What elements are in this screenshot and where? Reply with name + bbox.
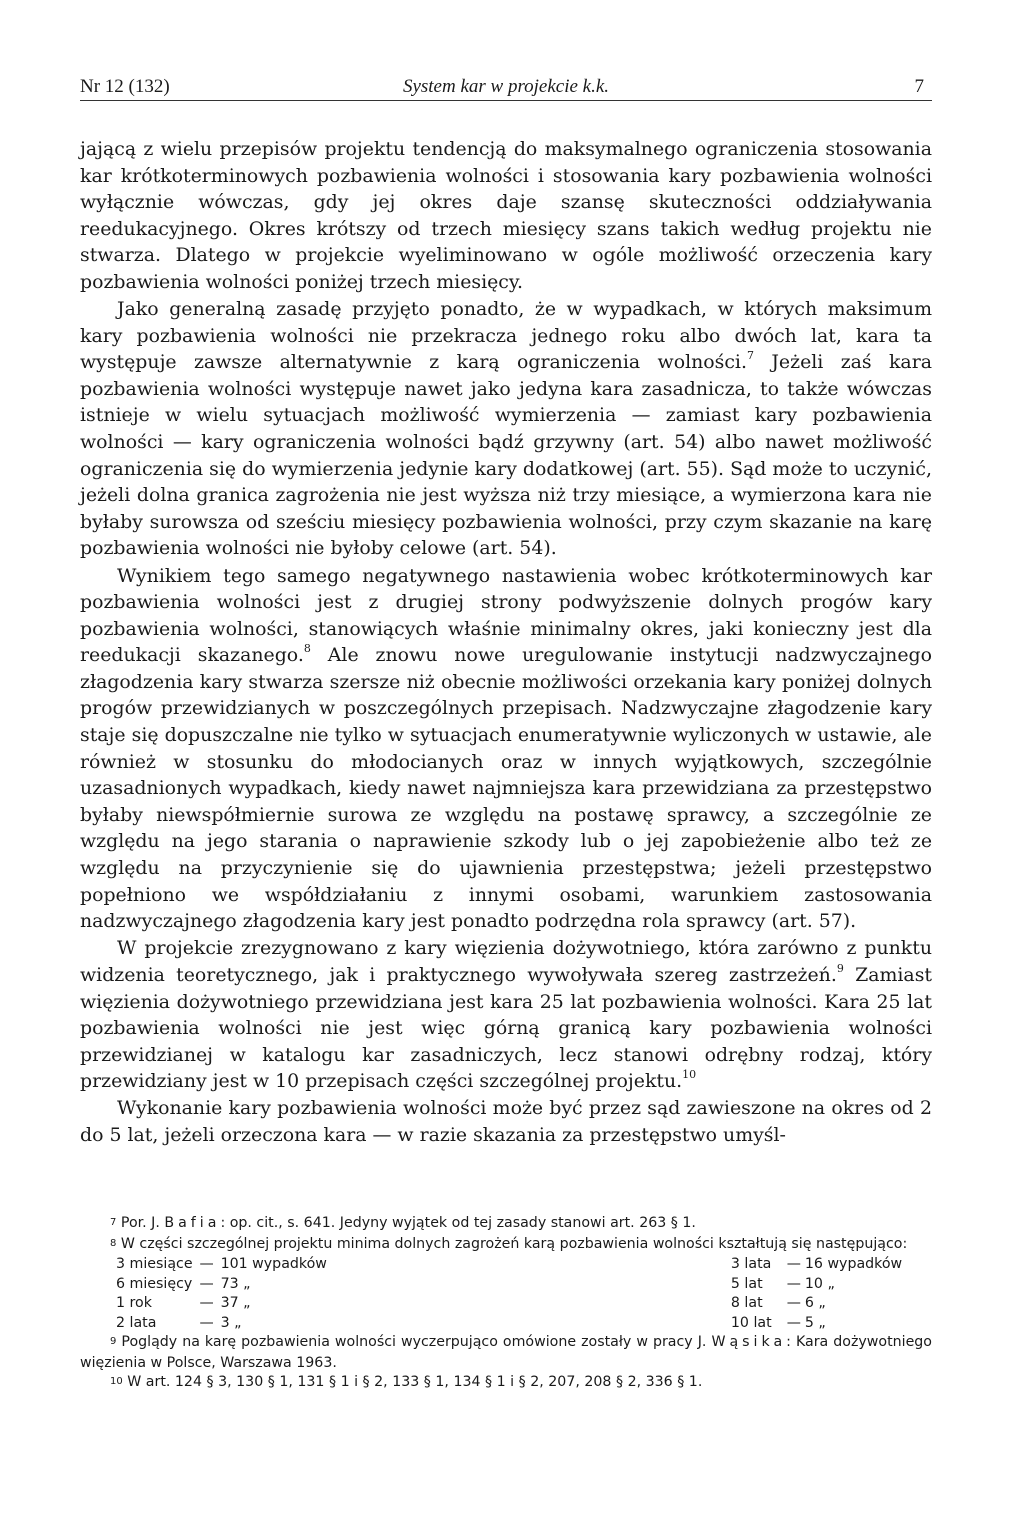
paragraph-4-text-b: Zamiast więzienia dożywotniego przewidziana jest kara 25 lat pozbawienia wolności. Kara 25 lat pozbawienia wolności nie jest więc górną granicą kary pozbawienia wolności przewidzianej w katalogu kar zasadniczych, lecz stanowi odrębny rodzaj, który przewidziany jest w 10 przepisach części szczególnej projektu. <box>80 963 932 1093</box>
footnote-10-text: W art. 124 § 3, 130 § 1, 131 § 1 i § 2, 133 § 1, 134 § 1 i § 2, 207, 208 § 2, 336 § 1. <box>127 1374 703 1390</box>
table-cell: — <box>199 1295 214 1311</box>
footnote-ref-10[interactable]: 10 <box>682 1067 697 1081</box>
table-cell: 10 lat <box>730 1314 772 1331</box>
table-cell: — <box>786 1314 801 1331</box>
table-cell <box>327 1314 731 1334</box>
footnote-9-number: 9 <box>110 1336 117 1347</box>
paragraph-3 <box>80 563 932 935</box>
footnote-10 <box>80 1373 932 1394</box>
footnote-7 <box>80 1214 932 1235</box>
table-row <box>116 1255 925 1275</box>
footnote-ref-9[interactable]: 9 <box>836 961 844 975</box>
footnote-7-author: Bafia <box>164 1215 221 1231</box>
footnote-10-number: 10 <box>110 1376 123 1387</box>
table-cell: 16 wypadków <box>804 1256 903 1272</box>
table-cell <box>327 1255 731 1275</box>
table-cell: — <box>199 1256 214 1272</box>
paragraph-4 <box>80 935 932 1095</box>
footnote-7-number: 7 <box>110 1217 117 1228</box>
paragraph-1 <box>80 136 932 296</box>
footnote-ref-8[interactable]: 8 <box>303 641 311 655</box>
paragraph-1-text: jającą z wielu przepisów projektu tendencją do maksymalnego ograniczenia stosowania kar krótkoterminowych pozbawienia wolności i stosowania kary pozbawienia wolności wyłącznie wówczas, gdy jej okres daje szansę skuteczności oddziaływania reedukacyjnego. Okres krótszy od trzech miesięcy szans takich według projektu nie stwarza. Dlatego w projekcie wyeliminowano w ogóle możliwość orzeczenia kary pozbawienia wolności poniżej trzech miesięcy. <box>80 138 932 293</box>
paragraph-5-text: Wykonanie kary pozbawienia wolności może być przez sąd zawieszone na okres od 2 do 5 lat, jeżeli orzeczona kara — w razie skazania za przestępstwo umyśl- <box>80 1097 932 1146</box>
table-cell: 6 miesięcy <box>116 1275 193 1292</box>
footnote-ref-7[interactable]: 7 <box>746 348 754 362</box>
table-cell: — <box>786 1256 801 1272</box>
table-row <box>116 1275 925 1295</box>
footnote-9-author: Wąsika <box>711 1334 787 1350</box>
paragraph-5 <box>80 1095 932 1148</box>
running-title: System kar w projekcie k.k. <box>402 76 610 97</box>
paragraph-3-text-b: Ale znowu nowe uregulowanie instytucji nadzwyczajnego złagodzenia kary stwarza szersze niż obecnie możliwości orzekania kary poniżej dolnych progów przewidzianych w poszczególnych przepisach. Nadzwyczajne złagodzenie kary staje się dopuszczalne nie tylko w sytuacjach enumeratywnie wyliczonych w ustawie, ale również w stosunku do młodocianych oraz w innych wyjątkowych, szczególnie uzasadnionych wypadkach, kiedy nawet najmniejsza kara przewidziana za przestępstwo byłaby niewspółmiernie surowa ze względu na postawę sprawcy, a szczególnie ze względu na jego starania o naprawienie szkody lub o jej zapobieżenie albo też ze względu na przyczynienie się do ujawnienia przestępstwa; jeżeli przestępstwo popełniono we współdziałaniu z innymi osobami, warunkiem zastosowania nadzwyczajnego złagodzenia kary jest ponadto podrzędna rola sprawcy (art. 57). <box>80 644 932 933</box>
main-text <box>80 136 932 1149</box>
footnotes <box>80 1214 932 1394</box>
table-cell: 2 lata <box>116 1314 157 1331</box>
table-cell: 101 wypadków <box>220 1256 327 1272</box>
footnote-8-number: 8 <box>110 1237 117 1249</box>
footnote-9 <box>80 1333 932 1373</box>
page-number: 7 <box>914 76 924 97</box>
table-row <box>116 1314 925 1334</box>
table-cell: — <box>786 1275 801 1292</box>
table-cell: 5 „ <box>804 1314 826 1331</box>
table-cell: 37 „ <box>220 1295 251 1311</box>
paragraph-2 <box>80 296 932 562</box>
table-cell: 3 lata <box>730 1256 772 1272</box>
footnote-9-text-a: Poglądy na karę pozbawienia wolności wyczerpująco omówione zostały w pracy J. <box>121 1334 712 1350</box>
table-cell: 5 lat <box>730 1275 763 1292</box>
table-cell <box>327 1275 731 1295</box>
minima-table <box>116 1255 925 1333</box>
table-row <box>116 1294 925 1314</box>
table-cell: — <box>199 1275 214 1292</box>
footnote-9-text-b: : Kara dożywotniego więzienia w Polsce, Warszawa 1963. <box>80 1334 932 1371</box>
paragraph-3-text-a: Wynikiem tego samego negatywnego nastawienia wobec krótkoterminowych kar pozbawienia wolności jest z drugiej strony podwyższenie dolnych progów kary pozbawienia wolności, stanowiących właśnie minimalny okres, jaki konieczny jest dla reedukacji skazanego. <box>80 564 932 667</box>
table-cell: — <box>199 1314 214 1331</box>
table-cell: 3 „ <box>220 1314 242 1331</box>
table-cell: 8 lat <box>730 1295 763 1311</box>
running-header <box>80 72 932 101</box>
table-cell: 3 miesiące <box>116 1256 193 1272</box>
paragraph-2-text-a: Jako generalną zasadę przyjęto ponadto, że w wypadkach, w których maksimum kary pozbawienia wolności nie przekracza jednego roku albo dwóch lat, kara ta występuje zawsze alternatywnie z karą ograniczenia wolności. <box>80 298 932 374</box>
paragraph-2-text-b: Jeżeli zaś kara pozbawienia wolności występuje nawet jako jedyna kara zasadnicza, to także wówczas istnieje w wielu sytuacjach możliwość wymierzenia — zamiast kary pozbawienia wolności — kary ograniczenia wolności bądź grzywny (art. 54) albo nawet możliwość ograniczenia się do wymierzenia jedynie kary dodatkowej (art. 55). Sąd może to uczynić, jeżeli dolna granica zagrożenia nie jest wyższa niż trzy miesiące, a wymierzona kara nie byłaby surowsza od sześciu miesięcy pozbawienia wolności, przy czym skazanie na karę pozbawienia wolności nie byłoby celowe (art. 54). <box>80 351 932 560</box>
footnote-8 <box>80 1235 932 1256</box>
paragraph-4-text-a: W projekcie zrezygnowano z kary więzienia dożywotniego, która zarówno z punktu widzenia teoretycznego, jak i praktycznego wywoływała szereg zastrzeżeń. <box>80 937 932 986</box>
footnote-7-text-a: Por. J. <box>120 1215 165 1231</box>
table-cell: 6 „ <box>804 1295 826 1311</box>
table-cell: — <box>786 1295 801 1311</box>
issue-number: Nr 12 (132) <box>80 76 170 97</box>
table-cell: 10 „ <box>804 1275 835 1292</box>
table-cell <box>327 1294 731 1314</box>
table-cell: 1 rok <box>116 1295 152 1311</box>
footnote-7-text-b: : op. cit., s. 641. Jedyny wyjątek od tej zasady stanowi art. 263 § 1. <box>220 1215 696 1231</box>
table-cell: 73 „ <box>220 1275 251 1292</box>
footnote-8-text: W części szczególnej projektu minima dolnych zagrożeń karą pozbawienia wolności kształtują się następująco: <box>120 1235 908 1252</box>
